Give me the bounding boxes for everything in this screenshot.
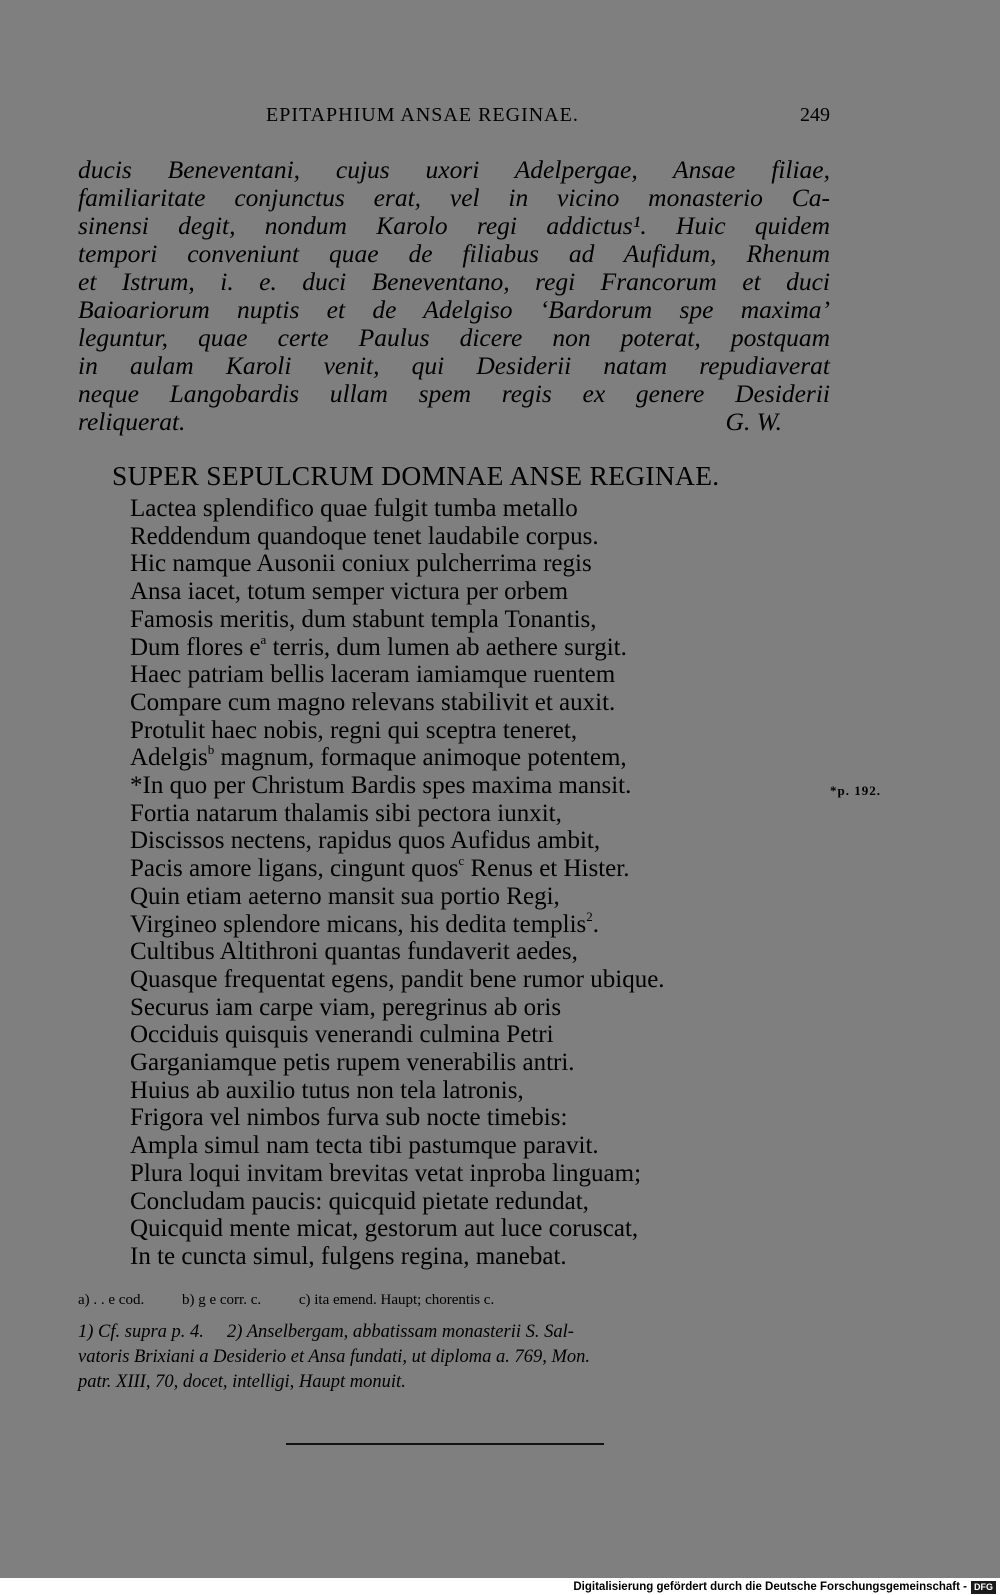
verse-line: Quicquid mente micat, gestorum aut luce coruscat, <box>130 1215 639 1243</box>
intro-line: ducis Beneventani, cujus uxori Adelpergae, Ansae filiae, <box>78 155 830 184</box>
verse-line: *In quo per Christum Bardis spes maxima mansit. <box>130 772 632 800</box>
verse-line: Securus iam carpe viam, peregrinus ab oris <box>130 993 562 1021</box>
verse-text: Adelgis <box>130 744 208 772</box>
intro-line: Baioariorum nuptis et de Adelgiso ‘Bardorum spe maxima’ <box>78 295 830 324</box>
verse-text: terris, dum lumen ab aethere surgit. <box>266 633 627 661</box>
verse-text: Pacis amore ligans, cingunt quos <box>130 855 459 883</box>
apparatus-note: b) g e corr. c. <box>181 1292 262 1308</box>
verse-line: Cultibus Altithroni quantas fundaverit aedes, <box>130 938 578 966</box>
verse-line: Quasque frequentat egens, pandit bene rumor ubique. <box>130 965 665 993</box>
credit-text: Digitalisierung gefördert durch die Deutsche Forschungsgemeinschaft - <box>573 1581 967 1593</box>
poem-title: SUPER SEPULCRUM DOMNAE ANSE REGINAE. <box>112 460 720 491</box>
verse-text: Dum flores e <box>130 633 261 661</box>
verse-line: Lactea splendifico quae fulgit tumba metallo <box>130 495 578 522</box>
verse-line: Protulit haec nobis, regni qui sceptra teneret, <box>130 716 578 744</box>
verse-line: Hic namque Ausonii coniux pulcherrima regis <box>130 550 592 578</box>
footnote-marker: a <box>260 631 267 647</box>
verse-line: Ansa iacet, totum semper victura per orbem <box>130 578 569 606</box>
verse-line <box>130 631 830 662</box>
intro-last-text: reliquerat. <box>78 407 186 436</box>
verse-line: Occiduis quisquis venerandi culmina Petri <box>130 1021 554 1049</box>
verse-text: magnum, formaque animoque potentem, <box>214 744 627 772</box>
intro-line: familiaritate conjunctus erat, vel in vicino monasterio Ca- <box>78 183 830 212</box>
margin-page-reference: *p. 192. <box>830 783 881 798</box>
verse-line <box>130 744 830 772</box>
digitization-credit <box>573 1579 996 1595</box>
footnote-line: vatoris Brixiani a Desiderio et Ansa fundati, ut diploma a. 769, Mon. <box>78 1347 590 1367</box>
footnote-marker: b <box>207 742 215 758</box>
verse-text: Renus et Hister. <box>464 855 630 883</box>
verse-line: Compare cum magno relevans stabilivit et auxit. <box>130 688 616 716</box>
verse-line: Huius ab auxilio tutus non tela latronis, <box>130 1076 524 1104</box>
page-header <box>78 104 830 136</box>
poem-body <box>130 495 830 1271</box>
footnote-line: patr. XIII, 70, docet, intelligi, Haupt monuit. <box>78 1372 406 1392</box>
intro-line: sinensi degit, nondum Karolo regi addictus¹. Huic quidem <box>78 211 830 240</box>
intro-line: in aulam Karoli venit, qui Desiderii natam repudiaverat <box>78 351 830 380</box>
verse-line <box>130 908 830 939</box>
critical-apparatus <box>78 1292 838 1309</box>
page-number: 249 <box>800 104 830 126</box>
footnote-line: 1) Cf. supra p. 4. 2) Anselbergam, abbatissam monasterii S. Sal- <box>78 1322 574 1342</box>
verse-line: Discissos nectens, rapidus quos Aufidus ambit, <box>130 827 601 855</box>
footnote-marker: 2 <box>586 908 593 924</box>
footnote-marker: c <box>458 853 465 869</box>
verse-line: Garganiamque petis rupem venerabilis antri. <box>130 1049 575 1077</box>
intro-paragraph <box>78 156 830 436</box>
verse-line: Plura loqui invitam brevitas vetat inproba linguam; <box>130 1159 642 1187</box>
verse-line: Reddendum quandoque tenet laudabile corpus. <box>130 522 599 550</box>
dfg-logo: DFG <box>971 1581 996 1594</box>
verse-line: Frigora vel nimbos furva sub nocte timebis: <box>130 1104 568 1132</box>
intro-line: leguntur, quae certe Paulus dicere non poterat, postquam <box>78 323 830 352</box>
apparatus-note: c) ita emend. Haupt; chorentis c. <box>298 1292 495 1308</box>
verse-line: Concludam paucis: quicquid pietate redundat, <box>130 1187 589 1215</box>
intro-line-last <box>78 408 830 436</box>
verse-line: Fortia natarum thalamis sibi pectora iunxit, <box>130 799 562 827</box>
verse-line: In te cuncta simul, fulgens regina, manebat. <box>130 1242 567 1270</box>
verse-line: Famosis meritis, dum stabunt templa Tonantis, <box>130 605 597 633</box>
verse-line: Haec patriam bellis laceram iamiamque ruentem <box>130 661 616 689</box>
verse-line: Quin etiam aeterno mansit sua portio Regi, <box>130 882 560 910</box>
running-title: EPITAPHIUM ANSAE REGINAE. <box>266 104 579 126</box>
apparatus-note: a) . . e cod. <box>78 1292 145 1308</box>
verse-text: . <box>592 910 600 938</box>
verse-text: Virgineo splendore micans, his dedita templis <box>130 910 587 938</box>
intro-line: tempori conveniunt quae de filiabus ad Aufidum, Rhenum <box>78 239 830 268</box>
end-rule-divider <box>286 1443 604 1445</box>
verse-line <box>130 855 830 883</box>
author-signature: G. W. <box>725 407 782 436</box>
verse-line: Ampla simul nam tecta tibi pastumque paravit. <box>130 1132 599 1160</box>
intro-line: et Istrum, i. e. duci Beneventano, regi Francorum et duci <box>78 267 830 296</box>
footnotes <box>78 1320 830 1395</box>
intro-line: neque Langobardis ullam spem regis ex genere Desiderii <box>78 379 830 408</box>
